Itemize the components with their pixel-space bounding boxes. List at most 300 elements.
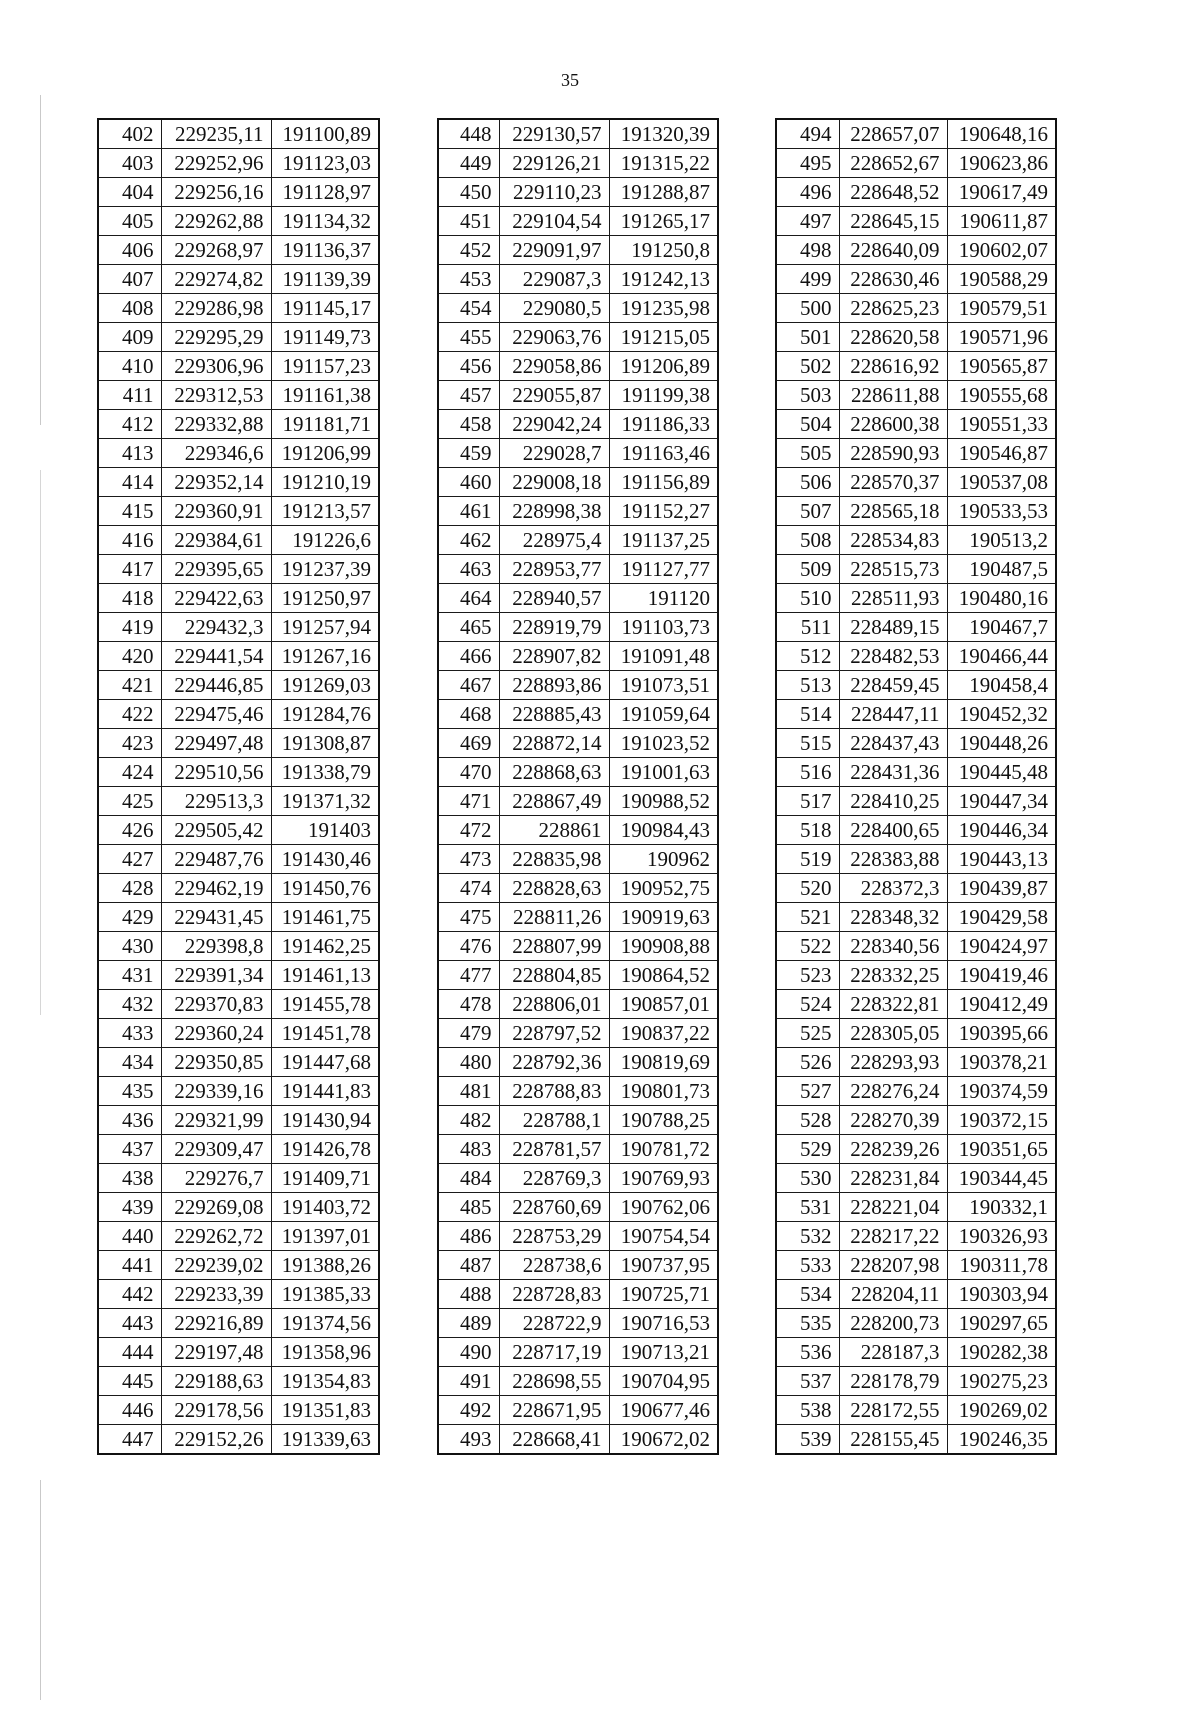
point-number-cell: 427 (98, 845, 161, 874)
first-coordinate-cell: 228332,25 (839, 961, 947, 990)
first-coordinate-cell: 229130,57 (499, 119, 609, 149)
table-row (98, 149, 379, 178)
table-row (776, 294, 1056, 323)
first-coordinate-cell: 229239,02 (161, 1251, 271, 1280)
table-row (776, 1222, 1056, 1251)
first-coordinate-cell: 228792,36 (499, 1048, 609, 1077)
second-coordinate-cell: 191100,89 (271, 119, 379, 149)
table-row (98, 1251, 379, 1280)
table-row (98, 1309, 379, 1338)
point-number-cell: 455 (438, 323, 499, 352)
second-coordinate-cell: 190801,73 (609, 1077, 718, 1106)
point-number-cell: 536 (776, 1338, 839, 1367)
first-coordinate-cell: 229384,61 (161, 526, 271, 555)
table-row (98, 758, 379, 787)
table-row (98, 1164, 379, 1193)
point-number-cell: 496 (776, 178, 839, 207)
second-coordinate-cell: 190447,34 (947, 787, 1056, 816)
point-number-cell: 537 (776, 1367, 839, 1396)
point-number-cell: 517 (776, 787, 839, 816)
first-coordinate-cell: 228728,83 (499, 1280, 609, 1309)
point-number-cell: 402 (98, 119, 161, 149)
table-row (776, 1396, 1056, 1425)
table-row (776, 932, 1056, 961)
point-number-cell: 465 (438, 613, 499, 642)
point-number-cell: 444 (98, 1338, 161, 1367)
point-number-cell: 494 (776, 119, 839, 149)
first-coordinate-cell: 229188,63 (161, 1367, 271, 1396)
second-coordinate-cell: 191403,72 (271, 1193, 379, 1222)
first-coordinate-cell: 229104,54 (499, 207, 609, 236)
first-coordinate-cell: 229055,87 (499, 381, 609, 410)
point-number-cell: 497 (776, 207, 839, 236)
point-number-cell: 534 (776, 1280, 839, 1309)
table-row (98, 845, 379, 874)
point-number-cell: 436 (98, 1106, 161, 1135)
table-row (776, 584, 1056, 613)
table-row (98, 526, 379, 555)
second-coordinate-cell: 191338,79 (271, 758, 379, 787)
table-row (438, 961, 718, 990)
table-row (98, 903, 379, 932)
point-number-cell: 509 (776, 555, 839, 584)
first-coordinate-cell: 229497,48 (161, 729, 271, 758)
second-coordinate-cell: 190716,53 (609, 1309, 718, 1338)
first-coordinate-cell: 228671,95 (499, 1396, 609, 1425)
first-coordinate-cell: 229332,88 (161, 410, 271, 439)
point-number-cell: 414 (98, 468, 161, 497)
point-number-cell: 429 (98, 903, 161, 932)
table-row (438, 613, 718, 642)
point-number-cell: 498 (776, 236, 839, 265)
second-coordinate-cell: 190762,06 (609, 1193, 718, 1222)
table-row (438, 1251, 718, 1280)
table-row (776, 1251, 1056, 1280)
second-coordinate-cell: 191215,05 (609, 323, 718, 352)
point-number-cell: 469 (438, 729, 499, 758)
second-coordinate-cell: 190446,34 (947, 816, 1056, 845)
table-row (438, 758, 718, 787)
second-coordinate-cell: 190311,78 (947, 1251, 1056, 1280)
point-number-cell: 504 (776, 410, 839, 439)
first-coordinate-cell: 229295,29 (161, 323, 271, 352)
point-number-cell: 415 (98, 497, 161, 526)
table-row (776, 903, 1056, 932)
second-coordinate-cell: 190513,2 (947, 526, 1056, 555)
point-number-cell: 485 (438, 1193, 499, 1222)
point-number-cell: 501 (776, 323, 839, 352)
table-row (776, 729, 1056, 758)
table-row (98, 671, 379, 700)
second-coordinate-cell: 191123,03 (271, 149, 379, 178)
first-coordinate-cell: 229042,24 (499, 410, 609, 439)
second-coordinate-cell: 190725,71 (609, 1280, 718, 1309)
point-number-cell: 482 (438, 1106, 499, 1135)
table-row (98, 874, 379, 903)
point-number-cell: 456 (438, 352, 499, 381)
second-coordinate-cell: 190754,54 (609, 1222, 718, 1251)
first-coordinate-cell: 229152,26 (161, 1425, 271, 1455)
second-coordinate-cell: 191354,83 (271, 1367, 379, 1396)
point-number-cell: 483 (438, 1135, 499, 1164)
point-number-cell: 533 (776, 1251, 839, 1280)
scan-margin-line (40, 1480, 41, 1700)
table-row (98, 729, 379, 758)
table-row (776, 178, 1056, 207)
point-number-cell: 519 (776, 845, 839, 874)
first-coordinate-cell: 228431,36 (839, 758, 947, 787)
point-number-cell: 472 (438, 816, 499, 845)
second-coordinate-cell: 191358,96 (271, 1338, 379, 1367)
point-number-cell: 432 (98, 990, 161, 1019)
point-number-cell: 499 (776, 265, 839, 294)
first-coordinate-cell: 228797,52 (499, 1019, 609, 1048)
table-row (776, 990, 1056, 1019)
second-coordinate-cell: 190344,45 (947, 1164, 1056, 1193)
point-number-cell: 457 (438, 381, 499, 410)
point-number-cell: 531 (776, 1193, 839, 1222)
point-number-cell: 526 (776, 1048, 839, 1077)
point-number-cell: 518 (776, 816, 839, 845)
second-coordinate-cell: 190546,87 (947, 439, 1056, 468)
second-coordinate-cell: 190617,49 (947, 178, 1056, 207)
table-row (776, 1164, 1056, 1193)
first-coordinate-cell: 228668,41 (499, 1425, 609, 1455)
table-row (776, 1077, 1056, 1106)
first-coordinate-cell: 228489,15 (839, 613, 947, 642)
scan-margin-line (40, 95, 41, 425)
first-coordinate-cell: 228861 (499, 816, 609, 845)
second-coordinate-cell: 190571,96 (947, 323, 1056, 352)
table-row (98, 1425, 379, 1455)
second-coordinate-cell: 191385,33 (271, 1280, 379, 1309)
second-coordinate-cell: 190908,88 (609, 932, 718, 961)
second-coordinate-cell: 191441,83 (271, 1077, 379, 1106)
point-number-cell: 405 (98, 207, 161, 236)
table-row (98, 265, 379, 294)
first-coordinate-cell: 228217,22 (839, 1222, 947, 1251)
table-row (98, 381, 379, 410)
second-coordinate-cell: 190919,63 (609, 903, 718, 932)
second-coordinate-cell: 190332,1 (947, 1193, 1056, 1222)
second-coordinate-cell: 190781,72 (609, 1135, 718, 1164)
table-row (438, 729, 718, 758)
point-number-cell: 410 (98, 352, 161, 381)
first-coordinate-cell: 228722,9 (499, 1309, 609, 1338)
first-coordinate-cell: 229391,34 (161, 961, 271, 990)
point-number-cell: 438 (98, 1164, 161, 1193)
first-coordinate-cell: 228348,32 (839, 903, 947, 932)
table-row (438, 1280, 718, 1309)
table-row (98, 787, 379, 816)
first-coordinate-cell: 228231,84 (839, 1164, 947, 1193)
point-number-cell: 510 (776, 584, 839, 613)
first-coordinate-cell: 229346,6 (161, 439, 271, 468)
table-row (438, 119, 718, 149)
table-row (776, 642, 1056, 671)
second-coordinate-cell: 190419,46 (947, 961, 1056, 990)
second-coordinate-cell: 191267,16 (271, 642, 379, 671)
second-coordinate-cell: 191308,87 (271, 729, 379, 758)
second-coordinate-cell: 190672,02 (609, 1425, 718, 1455)
second-coordinate-cell: 190424,97 (947, 932, 1056, 961)
second-coordinate-cell: 190704,95 (609, 1367, 718, 1396)
table-row (98, 410, 379, 439)
first-coordinate-cell: 229286,98 (161, 294, 271, 323)
table-row (438, 468, 718, 497)
second-coordinate-cell: 191388,26 (271, 1251, 379, 1280)
second-coordinate-cell: 191397,01 (271, 1222, 379, 1251)
table-row (776, 758, 1056, 787)
table-row (776, 961, 1056, 990)
second-coordinate-cell: 191059,64 (609, 700, 718, 729)
second-coordinate-cell: 190275,23 (947, 1367, 1056, 1396)
point-number-cell: 441 (98, 1251, 161, 1280)
point-number-cell: 515 (776, 729, 839, 758)
point-number-cell: 425 (98, 787, 161, 816)
second-coordinate-cell: 190303,94 (947, 1280, 1056, 1309)
first-coordinate-cell: 229008,18 (499, 468, 609, 497)
first-coordinate-cell: 228187,3 (839, 1338, 947, 1367)
table-row (438, 1193, 718, 1222)
table-row (438, 1396, 718, 1425)
first-coordinate-cell: 228835,98 (499, 845, 609, 874)
first-coordinate-cell: 228447,11 (839, 700, 947, 729)
point-number-cell: 481 (438, 1077, 499, 1106)
point-number-cell: 459 (438, 439, 499, 468)
point-number-cell: 460 (438, 468, 499, 497)
first-coordinate-cell: 229216,89 (161, 1309, 271, 1338)
first-coordinate-cell: 229197,48 (161, 1338, 271, 1367)
first-coordinate-cell: 228893,86 (499, 671, 609, 700)
first-coordinate-cell: 228885,43 (499, 700, 609, 729)
first-coordinate-cell: 228437,43 (839, 729, 947, 758)
second-coordinate-cell: 191210,19 (271, 468, 379, 497)
point-number-cell: 433 (98, 1019, 161, 1048)
first-coordinate-cell: 228717,19 (499, 1338, 609, 1367)
first-coordinate-cell: 228698,55 (499, 1367, 609, 1396)
first-coordinate-cell: 228872,14 (499, 729, 609, 758)
second-coordinate-cell: 190588,29 (947, 265, 1056, 294)
table-row (776, 439, 1056, 468)
second-coordinate-cell: 191257,94 (271, 613, 379, 642)
point-number-cell: 419 (98, 613, 161, 642)
point-number-cell: 404 (98, 178, 161, 207)
point-number-cell: 463 (438, 555, 499, 584)
second-coordinate-cell: 190579,51 (947, 294, 1056, 323)
table-row (98, 961, 379, 990)
table-row (438, 874, 718, 903)
second-coordinate-cell: 190374,59 (947, 1077, 1056, 1106)
point-number-cell: 416 (98, 526, 161, 555)
second-coordinate-cell: 191461,75 (271, 903, 379, 932)
second-coordinate-cell: 191339,63 (271, 1425, 379, 1455)
first-coordinate-cell: 229058,86 (499, 352, 609, 381)
first-coordinate-cell: 228511,93 (839, 584, 947, 613)
second-coordinate-cell: 190452,32 (947, 700, 1056, 729)
second-coordinate-cell: 190467,7 (947, 613, 1056, 642)
second-coordinate-cell: 190378,21 (947, 1048, 1056, 1077)
point-number-cell: 480 (438, 1048, 499, 1077)
second-coordinate-cell: 190487,5 (947, 555, 1056, 584)
table-row (98, 642, 379, 671)
table-row (776, 1019, 1056, 1048)
point-number-cell: 522 (776, 932, 839, 961)
first-coordinate-cell: 228270,39 (839, 1106, 947, 1135)
point-number-cell: 449 (438, 149, 499, 178)
first-coordinate-cell: 229475,46 (161, 700, 271, 729)
second-coordinate-cell: 191447,68 (271, 1048, 379, 1077)
second-coordinate-cell: 190984,43 (609, 816, 718, 845)
first-coordinate-cell: 228998,38 (499, 497, 609, 526)
second-coordinate-cell: 191091,48 (609, 642, 718, 671)
table-row (776, 526, 1056, 555)
table-row (438, 352, 718, 381)
point-number-cell: 448 (438, 119, 499, 149)
point-number-cell: 450 (438, 178, 499, 207)
point-number-cell: 535 (776, 1309, 839, 1338)
first-coordinate-cell: 229274,82 (161, 265, 271, 294)
second-coordinate-cell: 191288,87 (609, 178, 718, 207)
first-coordinate-cell: 228788,83 (499, 1077, 609, 1106)
point-number-cell: 505 (776, 439, 839, 468)
second-coordinate-cell: 190788,25 (609, 1106, 718, 1135)
table-row (776, 1135, 1056, 1164)
point-number-cell: 512 (776, 642, 839, 671)
point-number-cell: 418 (98, 584, 161, 613)
point-number-cell: 443 (98, 1309, 161, 1338)
second-coordinate-cell: 190439,87 (947, 874, 1056, 903)
table-row (438, 642, 718, 671)
point-number-cell: 466 (438, 642, 499, 671)
second-coordinate-cell: 190677,46 (609, 1396, 718, 1425)
first-coordinate-cell: 228172,55 (839, 1396, 947, 1425)
point-number-cell: 508 (776, 526, 839, 555)
first-coordinate-cell: 229431,45 (161, 903, 271, 932)
point-number-cell: 446 (98, 1396, 161, 1425)
point-number-cell: 447 (98, 1425, 161, 1455)
second-coordinate-cell: 190326,93 (947, 1222, 1056, 1251)
first-coordinate-cell: 228534,83 (839, 526, 947, 555)
second-coordinate-cell: 190952,75 (609, 874, 718, 903)
first-coordinate-cell: 228828,63 (499, 874, 609, 903)
second-coordinate-cell: 191156,89 (609, 468, 718, 497)
point-number-cell: 538 (776, 1396, 839, 1425)
second-coordinate-cell: 191001,63 (609, 758, 718, 787)
second-coordinate-cell: 191152,27 (609, 497, 718, 526)
first-coordinate-cell: 228590,93 (839, 439, 947, 468)
second-coordinate-cell: 191186,33 (609, 410, 718, 439)
first-coordinate-cell: 228400,65 (839, 816, 947, 845)
table-row (438, 1019, 718, 1048)
second-coordinate-cell: 190857,01 (609, 990, 718, 1019)
point-number-cell: 423 (98, 729, 161, 758)
point-number-cell: 500 (776, 294, 839, 323)
point-number-cell: 487 (438, 1251, 499, 1280)
first-coordinate-cell: 228372,3 (839, 874, 947, 903)
second-coordinate-cell: 191137,25 (609, 526, 718, 555)
table-row (98, 584, 379, 613)
table-row (776, 1425, 1056, 1455)
point-number-cell: 527 (776, 1077, 839, 1106)
table-row (98, 294, 379, 323)
second-coordinate-cell: 191461,13 (271, 961, 379, 990)
first-coordinate-cell: 228620,58 (839, 323, 947, 352)
second-coordinate-cell: 190445,48 (947, 758, 1056, 787)
first-coordinate-cell: 228322,81 (839, 990, 947, 1019)
scan-margin-line (40, 470, 41, 1015)
point-number-cell: 479 (438, 1019, 499, 1048)
point-number-cell: 408 (98, 294, 161, 323)
point-number-cell: 488 (438, 1280, 499, 1309)
point-number-cell: 453 (438, 265, 499, 294)
first-coordinate-cell: 229321,99 (161, 1106, 271, 1135)
point-number-cell: 451 (438, 207, 499, 236)
second-coordinate-cell: 191450,76 (271, 874, 379, 903)
point-number-cell: 454 (438, 294, 499, 323)
point-number-cell: 530 (776, 1164, 839, 1193)
point-number-cell: 521 (776, 903, 839, 932)
second-coordinate-cell: 191455,78 (271, 990, 379, 1019)
point-number-cell: 503 (776, 381, 839, 410)
first-coordinate-cell: 228515,73 (839, 555, 947, 584)
second-coordinate-cell: 190458,4 (947, 671, 1056, 700)
first-coordinate-cell: 228657,07 (839, 119, 947, 149)
table-row (776, 1280, 1056, 1309)
table-row (98, 352, 379, 381)
second-coordinate-cell: 190962 (609, 845, 718, 874)
table-row (438, 410, 718, 439)
second-coordinate-cell: 190565,87 (947, 352, 1056, 381)
first-coordinate-cell: 228207,98 (839, 1251, 947, 1280)
point-number-cell: 514 (776, 700, 839, 729)
point-number-cell: 467 (438, 671, 499, 700)
second-coordinate-cell: 191073,51 (609, 671, 718, 700)
point-number-cell: 520 (776, 874, 839, 903)
second-coordinate-cell: 190555,68 (947, 381, 1056, 410)
first-coordinate-cell: 229028,7 (499, 439, 609, 468)
point-number-cell: 439 (98, 1193, 161, 1222)
table-row (98, 236, 379, 265)
table-row (438, 323, 718, 352)
point-number-cell: 532 (776, 1222, 839, 1251)
point-number-cell: 412 (98, 410, 161, 439)
second-coordinate-cell: 191023,52 (609, 729, 718, 758)
first-coordinate-cell: 229352,14 (161, 468, 271, 497)
first-coordinate-cell: 229446,85 (161, 671, 271, 700)
table-row (776, 700, 1056, 729)
first-coordinate-cell: 228738,6 (499, 1251, 609, 1280)
table-row (776, 787, 1056, 816)
second-coordinate-cell: 191430,94 (271, 1106, 379, 1135)
point-number-cell: 411 (98, 381, 161, 410)
first-coordinate-cell: 228781,57 (499, 1135, 609, 1164)
table-row (98, 990, 379, 1019)
point-number-cell: 426 (98, 816, 161, 845)
point-number-cell: 507 (776, 497, 839, 526)
first-coordinate-cell: 228907,82 (499, 642, 609, 671)
table-row (98, 1367, 379, 1396)
first-coordinate-cell: 228459,45 (839, 671, 947, 700)
second-coordinate-cell: 191120 (609, 584, 718, 613)
table-row (776, 1048, 1056, 1077)
first-coordinate-cell: 228221,04 (839, 1193, 947, 1222)
first-coordinate-cell: 229252,96 (161, 149, 271, 178)
second-coordinate-cell: 191250,8 (609, 236, 718, 265)
second-coordinate-cell: 191265,17 (609, 207, 718, 236)
table-row (98, 1193, 379, 1222)
table-row (98, 555, 379, 584)
